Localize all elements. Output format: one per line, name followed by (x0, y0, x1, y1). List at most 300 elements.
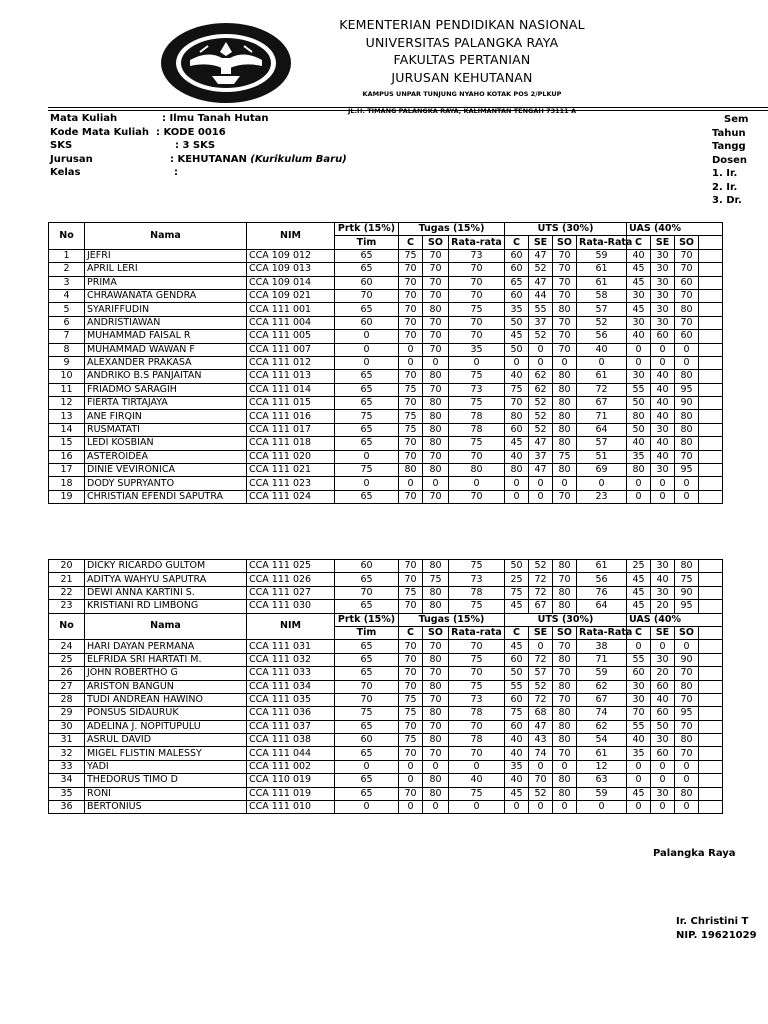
table-cell: 80 (675, 410, 699, 423)
address-line: JL.H. TIMANG PALANGKA RAYA, KALIMANTAN TENGAH 73111 A (348, 107, 576, 115)
course-label: Mata Kuliah (50, 113, 118, 124)
table-cell: 65 (335, 667, 399, 680)
table-cell: 30 (651, 734, 675, 747)
table-cell: 70 (399, 263, 423, 276)
table-cell: 80 (449, 464, 505, 477)
student-name: HARI DAYAN PERMANA (85, 640, 247, 653)
table-row (49, 437, 723, 450)
table-cell: 51 (577, 450, 627, 463)
subheader-cell (699, 626, 723, 639)
table-cell: 9 (49, 356, 85, 369)
table-cell: 60 (505, 249, 529, 262)
table-cell (699, 450, 723, 463)
table-cell: 60 (651, 330, 675, 343)
subheader-cell: SO (423, 236, 449, 249)
table-row (49, 707, 723, 720)
student-nim: CCA 111 001 (247, 303, 335, 316)
table-cell: 70 (399, 276, 423, 289)
table-cell: 44 (529, 289, 553, 302)
table-cell: 0 (505, 356, 529, 369)
table-cell: 40 (627, 249, 651, 262)
table-cell (699, 316, 723, 329)
table-cell: 70 (449, 640, 505, 653)
course-code-value: : KODE 0016 (156, 126, 226, 138)
table-cell: 70 (449, 667, 505, 680)
table-cell: 80 (553, 397, 577, 410)
table-cell: 60 (651, 680, 675, 693)
table-cell: 70 (449, 330, 505, 343)
table-cell: 70 (423, 276, 449, 289)
table-cell: 67 (529, 600, 553, 613)
table-cell: 70 (423, 490, 449, 503)
table-cell: 72 (529, 573, 553, 586)
table-cell: 30 (651, 560, 675, 573)
table-cell: 4 (49, 289, 85, 302)
table-cell: 70 (399, 316, 423, 329)
table-cell: 24 (49, 640, 85, 653)
table-cell: 70 (399, 370, 423, 383)
student-nim: CCA 111 014 (247, 383, 335, 396)
table-cell: 55 (529, 303, 553, 316)
subheader-cell: SE (651, 626, 675, 639)
table-cell: 70 (335, 586, 399, 599)
table-cell: 80 (553, 303, 577, 316)
student-name: TUDI ANDREAN HAWINO (85, 693, 247, 706)
table-cell: 70 (553, 693, 577, 706)
subheader-cell: C (505, 236, 529, 249)
table-row (49, 303, 723, 316)
table-cell: 76 (577, 586, 627, 599)
table-cell: 70 (399, 720, 423, 733)
table-cell: 61 (577, 747, 627, 760)
student-nim: CCA 111 005 (247, 330, 335, 343)
department-line: JURUSAN KEHUTANAN (391, 69, 533, 85)
table-cell: 60 (627, 667, 651, 680)
table-cell: 0 (449, 760, 505, 773)
student-nim: CCA 111 013 (247, 370, 335, 383)
table-row (49, 423, 723, 436)
table-cell: 0 (449, 356, 505, 369)
table-cell: 30 (627, 693, 651, 706)
table-cell (699, 774, 723, 787)
table-cell: 61 (577, 560, 627, 573)
table-cell: 30 (651, 303, 675, 316)
table-cell: 0 (651, 640, 675, 653)
table-cell (699, 720, 723, 733)
header-assignment: Tugas (15%) (399, 223, 505, 236)
table-cell: 74 (577, 707, 627, 720)
table-cell: 0 (553, 760, 577, 773)
table-cell: 45 (627, 600, 651, 613)
table-cell: 50 (651, 720, 675, 733)
table-cell (699, 249, 723, 262)
right-info-line: Sem (724, 114, 749, 125)
table-row (49, 653, 723, 666)
table-cell: 34 (49, 774, 85, 787)
table-cell: 75 (423, 573, 449, 586)
table-cell: 40 (651, 370, 675, 383)
table-cell: 0 (577, 801, 627, 814)
student-nim: CCA 111 002 (247, 760, 335, 773)
student-name: ANDRIKO B.S PANJAITAN (85, 370, 247, 383)
table-cell (699, 383, 723, 396)
table-cell: 0 (675, 343, 699, 356)
header-practicum: Prtk (15%) (335, 223, 399, 236)
table-cell: 40 (651, 573, 675, 586)
table-cell: 55 (627, 720, 651, 733)
table-cell: 0 (651, 490, 675, 503)
table-cell: 35 (49, 787, 85, 800)
table-cell (699, 410, 723, 423)
table-cell: 0 (399, 477, 423, 490)
table-header-row (49, 223, 723, 236)
subheader-cell (699, 236, 723, 249)
student-name: MIGEL FLISTIN MALESSY (85, 747, 247, 760)
student-name: DICKY RICARDO GULTOM (85, 560, 247, 573)
table-cell: 23 (577, 490, 627, 503)
header-no: No (49, 223, 85, 250)
table-cell: 70 (423, 450, 449, 463)
student-name: RONI (85, 787, 247, 800)
table-cell: 70 (675, 720, 699, 733)
table-cell: 0 (529, 356, 553, 369)
table-cell: 19 (49, 490, 85, 503)
student-nim: CCA 111 016 (247, 410, 335, 423)
header-name: Nama (85, 613, 247, 640)
table-cell: 50 (505, 560, 529, 573)
table-cell: 0 (529, 760, 553, 773)
table-cell: 70 (553, 667, 577, 680)
table-cell: 80 (423, 423, 449, 436)
table-cell: 31 (49, 734, 85, 747)
table-row (49, 774, 723, 787)
table-cell (699, 490, 723, 503)
table-cell: 0 (529, 801, 553, 814)
table-cell: 70 (423, 263, 449, 276)
student-nim: CCA 111 023 (247, 477, 335, 490)
campus-line: KAMPUS UNPAR TUNJUNG NYAHO KOTAK POS 2/PLKUP (362, 90, 562, 98)
table-cell: 70 (335, 693, 399, 706)
student-name: MUHAMMAD FAISAL R (85, 330, 247, 343)
table-cell: 57 (577, 303, 627, 316)
table-cell: 0 (577, 356, 627, 369)
table-cell: 60 (505, 693, 529, 706)
table-cell (699, 263, 723, 276)
table-cell: 80 (553, 680, 577, 693)
table-cell: 0 (335, 477, 399, 490)
table-cell: 40 (505, 774, 529, 787)
table-cell: 45 (627, 586, 651, 599)
table-cell: 80 (553, 383, 577, 396)
student-nim: CCA 111 030 (247, 600, 335, 613)
table-cell: 60 (505, 263, 529, 276)
table-cell: 80 (423, 680, 449, 693)
table-cell: 80 (423, 464, 449, 477)
table-cell: 43 (529, 734, 553, 747)
student-nim: CCA 111 037 (247, 720, 335, 733)
table-cell: 40 (651, 410, 675, 423)
table-cell: 0 (627, 801, 651, 814)
table-cell: 95 (675, 600, 699, 613)
student-nim: CCA 111 032 (247, 653, 335, 666)
header-assignment: Tugas (15%) (399, 613, 505, 626)
table-cell: 25 (505, 573, 529, 586)
table-cell: 75 (399, 734, 423, 747)
table-cell: 35 (627, 747, 651, 760)
table-cell: 0 (399, 774, 423, 787)
table-row (49, 747, 723, 760)
student-name: ADELINA J. NOPITUPULU (85, 720, 247, 733)
table-cell: 52 (577, 316, 627, 329)
subheader-cell: SE (529, 236, 553, 249)
table-cell: 47 (529, 437, 553, 450)
table-cell: 2 (49, 263, 85, 276)
table-row (49, 477, 723, 490)
student-nim: CCA 111 034 (247, 680, 335, 693)
table-cell: 0 (399, 801, 423, 814)
table-cell: 45 (627, 573, 651, 586)
table-cell: 52 (529, 410, 553, 423)
table-cell: 40 (505, 450, 529, 463)
table-cell: 80 (627, 464, 651, 477)
table-cell: 59 (577, 667, 627, 680)
signer-name: Ir. Christini T (676, 916, 749, 927)
table-cell: 0 (553, 477, 577, 490)
table-cell: 70 (335, 289, 399, 302)
table-cell: 80 (423, 734, 449, 747)
table-cell: 69 (577, 464, 627, 477)
table-cell: 20 (651, 667, 675, 680)
table-cell: 75 (449, 787, 505, 800)
table-cell: 67 (577, 397, 627, 410)
table-cell: 80 (423, 787, 449, 800)
table-cell: 0 (627, 356, 651, 369)
class-label: Kelas (50, 167, 81, 178)
table-header-row (49, 613, 723, 626)
table-cell (699, 356, 723, 369)
student-nim: CCA 111 020 (247, 450, 335, 463)
table-cell: 70 (399, 600, 423, 613)
table-cell: 55 (505, 680, 529, 693)
signing-place: Palangka Raya (653, 848, 736, 859)
table-cell: 0 (529, 490, 553, 503)
table-cell: 57 (577, 437, 627, 450)
table-cell: 0 (627, 760, 651, 773)
table-cell: 75 (449, 397, 505, 410)
table-cell: 40 (651, 383, 675, 396)
table-cell (699, 573, 723, 586)
table-cell: 70 (423, 330, 449, 343)
table-cell: 80 (553, 560, 577, 573)
table-cell: 0 (675, 760, 699, 773)
table-cell: 50 (627, 397, 651, 410)
table-cell: 45 (505, 600, 529, 613)
table-cell: 35 (505, 760, 529, 773)
table-cell: 30 (651, 787, 675, 800)
table-cell: 64 (577, 423, 627, 436)
table-cell: 70 (675, 693, 699, 706)
institution-title (300, 16, 624, 115)
table-cell: 13 (49, 410, 85, 423)
table-cell: 38 (577, 640, 627, 653)
table-cell: 63 (577, 774, 627, 787)
table-cell: 70 (449, 276, 505, 289)
table-cell: 75 (335, 707, 399, 720)
table-cell: 70 (399, 747, 423, 760)
table-row (49, 667, 723, 680)
right-info-line: Dosen (712, 154, 748, 166)
subheader-cell: SO (553, 236, 577, 249)
table-row (49, 787, 723, 800)
table-cell: 0 (449, 477, 505, 490)
table-cell: 80 (675, 437, 699, 450)
table-cell: 80 (675, 680, 699, 693)
table-cell: 70 (423, 720, 449, 733)
grades-table-2 (48, 559, 723, 814)
table-cell: 70 (335, 680, 399, 693)
table-cell: 70 (423, 316, 449, 329)
table-cell: 30 (651, 276, 675, 289)
table-cell: 59 (577, 249, 627, 262)
table-cell: 60 (675, 330, 699, 343)
table-cell: 78 (449, 734, 505, 747)
table-cell: 80 (423, 370, 449, 383)
table-cell (699, 640, 723, 653)
table-cell: 0 (505, 477, 529, 490)
table-cell: 0 (651, 343, 675, 356)
table-cell: 80 (505, 410, 529, 423)
table-cell: 80 (553, 410, 577, 423)
table-cell: 0 (675, 640, 699, 653)
table-cell: 8 (49, 343, 85, 356)
table-cell: 11 (49, 383, 85, 396)
table-cell: 80 (553, 423, 577, 436)
table-cell: 0 (627, 774, 651, 787)
table-cell: 30 (627, 316, 651, 329)
table-cell: 0 (335, 801, 399, 814)
table-cell: 90 (675, 586, 699, 599)
table-cell: 70 (399, 640, 423, 653)
table-cell: 70 (449, 747, 505, 760)
table-cell: 40 (651, 397, 675, 410)
header-no: No (49, 613, 85, 640)
table-cell: 60 (651, 747, 675, 760)
table-row (49, 801, 723, 814)
subheader-cell: Tim (335, 236, 399, 249)
table-cell: 70 (423, 249, 449, 262)
table-cell: 0 (651, 774, 675, 787)
table-cell: 0 (399, 760, 423, 773)
student-name: ELFRIDA SRI HARTATI M. (85, 653, 247, 666)
table-cell: 75 (399, 586, 423, 599)
table-cell: 75 (399, 383, 423, 396)
table-cell: 72 (529, 693, 553, 706)
student-nim: CCA 111 019 (247, 787, 335, 800)
table-cell: 30 (627, 680, 651, 693)
table-cell: 70 (399, 560, 423, 573)
table-cell: 65 (335, 490, 399, 503)
table-cell: 60 (335, 316, 399, 329)
table-cell: 45 (505, 640, 529, 653)
student-nim: CCA 111 038 (247, 734, 335, 747)
class-value: : (174, 167, 178, 178)
table-cell: 40 (449, 774, 505, 787)
student-nim: CCA 110 019 (247, 774, 335, 787)
table-cell: 0 (651, 760, 675, 773)
table-cell (699, 680, 723, 693)
table-cell: 0 (423, 801, 449, 814)
table-cell: 7 (49, 330, 85, 343)
table-cell: 70 (553, 263, 577, 276)
table-cell: 65 (335, 653, 399, 666)
header-nim: NIM (247, 223, 335, 250)
table-cell: 0 (335, 450, 399, 463)
student-name: ALEXANDER PRAKASA (85, 356, 247, 369)
table-cell (699, 303, 723, 316)
table-cell: 75 (505, 707, 529, 720)
table-cell: 70 (553, 249, 577, 262)
table-row (49, 343, 723, 356)
table-row (49, 573, 723, 586)
student-nim: CCA 111 027 (247, 586, 335, 599)
table-cell: 70 (675, 667, 699, 680)
table-cell: 70 (399, 397, 423, 410)
subheader-cell: C (505, 626, 529, 639)
table-cell: 45 (627, 303, 651, 316)
student-name: JOHN ROBERTHO G (85, 667, 247, 680)
table-cell: 27 (49, 680, 85, 693)
table-cell: 0 (627, 490, 651, 503)
table-cell: 73 (449, 573, 505, 586)
table-cell: 70 (399, 573, 423, 586)
table-row (49, 410, 723, 423)
table-cell: 30 (651, 464, 675, 477)
table-cell: 0 (577, 477, 627, 490)
table-cell: 0 (335, 760, 399, 773)
student-nim: CCA 111 015 (247, 397, 335, 410)
credits-value: : 3 SKS (175, 140, 216, 151)
table-cell: 36 (49, 801, 85, 814)
table-cell: 70 (399, 667, 423, 680)
table-cell: 70 (675, 747, 699, 760)
table-cell: 52 (529, 560, 553, 573)
table-cell: 80 (675, 734, 699, 747)
table-cell: 0 (627, 640, 651, 653)
table-cell: 80 (423, 560, 449, 573)
table-cell: 60 (505, 423, 529, 436)
table-cell (699, 693, 723, 706)
student-name: ARISTON BANGUN (85, 680, 247, 693)
student-nim: CCA 111 017 (247, 423, 335, 436)
table-cell: 40 (651, 437, 675, 450)
student-nim: CCA 109 014 (247, 276, 335, 289)
table-cell: 80 (423, 600, 449, 613)
table-cell: 75 (399, 707, 423, 720)
right-info-line: 3. Dr. (712, 195, 742, 206)
table-cell: 40 (577, 343, 627, 356)
table-cell: 75 (553, 450, 577, 463)
table-cell: 40 (505, 370, 529, 383)
table-cell: 50 (505, 667, 529, 680)
table-cell: 52 (529, 330, 553, 343)
table-cell: 72 (577, 383, 627, 396)
table-cell: 62 (577, 720, 627, 733)
table-cell: 70 (423, 289, 449, 302)
table-row (49, 316, 723, 329)
table-row (49, 490, 723, 503)
table-cell: 17 (49, 464, 85, 477)
table-cell: 18 (49, 477, 85, 490)
